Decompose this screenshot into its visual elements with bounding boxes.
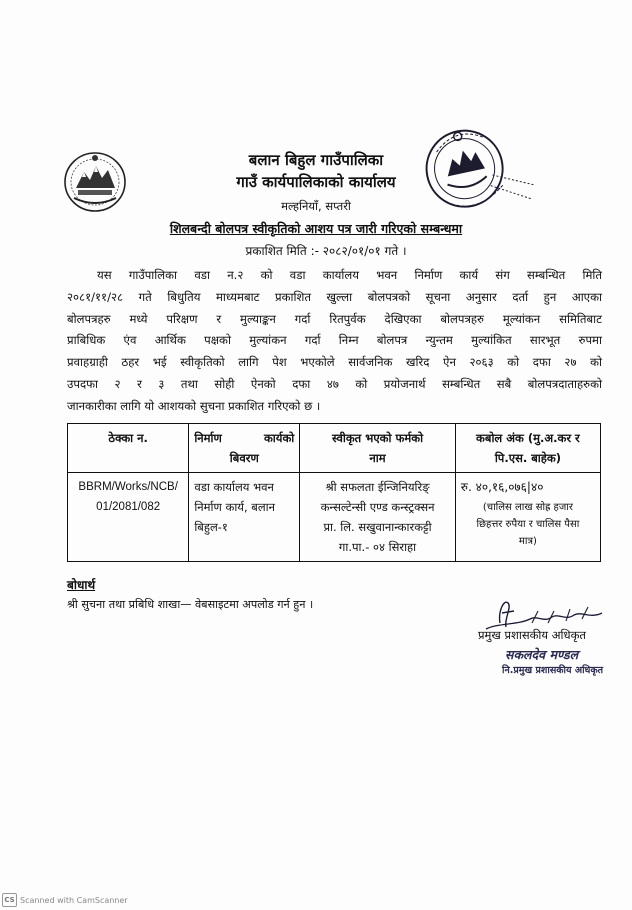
body-line: प्रवाहग्राही ठहर भई स्वीकृतिको लागि पेश भएकोले सार्वजनिक खरिद ऐन २०६३ को दफा २७ को <box>67 355 602 370</box>
camscanner-logo-icon: CS <box>2 893 17 907</box>
header-bid-amount: कबोल अंक (मु.अ.कर र पि.एस. बाहेक) <box>455 424 600 473</box>
body-line: प्राबिधिक एंव आर्थिक पक्षको मुल्यांकन गर्दा निम्न बोलपत्र न्युन्तम मुल्यांकित सारभूत रुपमा <box>67 333 602 348</box>
body-line: २०८१/११/२८ गते बिधुतिय माध्यमबाट प्रकाशित खुल्ला बोलपत्रको सूचना अनुसार दर्ता हुन आएका <box>67 289 602 304</box>
cc-heading: बोधार्थ <box>67 578 96 592</box>
header-contract-no: ठेक्का न. <box>68 424 189 473</box>
body-line: यस गाउँपालिका वडा न.२ को वडा कार्यालय भवन निर्माण कार्य संग सम्बन्धित मिति <box>97 268 602 282</box>
publication-date <box>10 242 632 259</box>
signatory-stamp-name: सकलदेव मण्डल <box>505 647 579 662</box>
cell-bid-amount <box>455 473 600 562</box>
office-address: मल्हनियाँ, सप्तरी <box>281 199 351 213</box>
header-firm-name: स्वीकृत भएको फर्मको नाम <box>300 424 456 473</box>
table-header-row <box>68 424 601 473</box>
office-name: गाउँ कार्यपालिकाको कार्यालय <box>236 173 396 191</box>
header-work-description: निर्माण कार्यको बिवरण <box>189 424 300 473</box>
publication-date-value: :- २०८२/०१/०१ गते । <box>310 244 407 258</box>
bid-amount-figure: रु. ४०,१६,०७६|४० <box>460 480 544 494</box>
publication-date-label: प्रकाशित मिति <box>245 244 307 258</box>
signatory-stamp-title: नि.प्रमुख प्रशासकीय अधिकृत <box>502 665 604 676</box>
bid-amount-words: (चालिस लाख सोह्र हजार छिहत्तर रुपैया र चालिस पैसा मात्र) <box>476 502 580 547</box>
camscanner-text: Scanned with CamScanner <box>20 895 128 905</box>
municipality-name: बलान बिहुल गाउँपालिका <box>248 151 384 169</box>
notice-subject: शिलबन्दी बोलपत्र स्वीकृतिको आशय पत्र जारी गरिएको सम्बन्धमा <box>169 221 463 236</box>
table-row <box>68 473 601 562</box>
cc-recipient: श्री सुचना तथा प्रबिधि शाखा— वेबसाइटमा अपलोड गर्न हुन । <box>67 598 314 611</box>
bid-acceptance-table <box>67 423 601 562</box>
cell-contract-no: BBRM/Works/NCB/ 01/2081/082 <box>68 473 189 562</box>
body-line: जानकारीका लागि यो आशयको सुचना प्रकाशित गरिएको छ । <box>67 398 321 413</box>
cell-firm-name: श्री सफलता ईन्जिनियरिङ् कन्सल्टेन्सी एण्ड कन्स्ट्रक्सन प्रा. लि. सखुवानान्कारकट्टी गा.पा.- ०४ सिराहा <box>300 473 456 562</box>
body-line: बोलपत्रहरु मध्ये परिक्षण र मुल्याङ्कन गर्दा रितपुर्वक देखिएका बोलपत्रहरु मूल्यांकन समितिबाट <box>67 311 602 326</box>
cell-work-description: वडा कार्यालय भवन निर्माण कार्य, बलान बिहुल-१ <box>189 473 300 562</box>
camscanner-watermark <box>2 893 128 907</box>
body-line: उपदफा २ र ३ तथा सोही ऐनको दफा ४७ को प्रयोजनार्थ सम्बन्धित सबै बोलपत्रदाताहरुको <box>67 376 602 391</box>
notice-body <box>67 265 602 418</box>
signatory-title: प्रमुख प्रशासकीय अधिकृत <box>478 628 586 642</box>
